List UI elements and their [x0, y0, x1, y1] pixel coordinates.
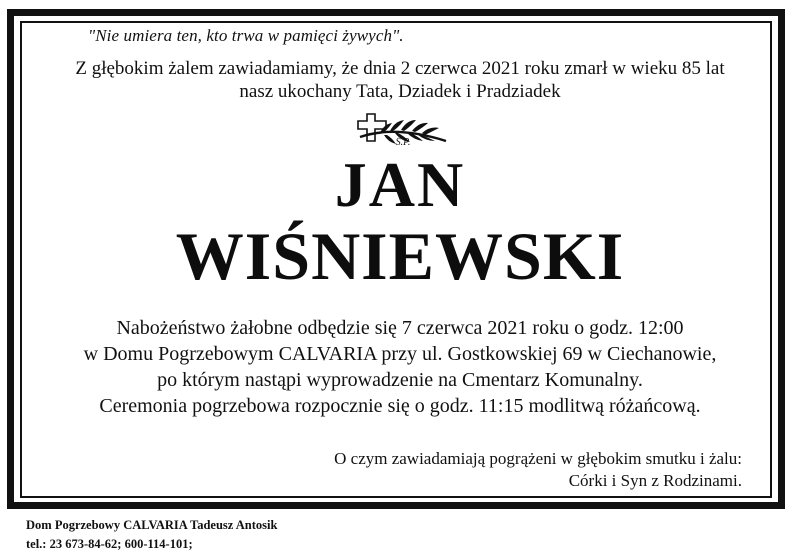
announcement-line-2: nasz ukochany Tata, Dziadek i Pradziadek — [239, 81, 561, 102]
mourners-signature: Córki i Syn z Rodzinami. — [568, 471, 742, 490]
service-info-line-1: Nabożeństwo żałobne odbędzie się 7 czerwca 2021 roku o godz. 12:00 — [116, 317, 684, 339]
deceased-first-name: JAN — [334, 149, 466, 220]
funeral-home-name: Dom Pogrzebowy CALVARIA Tadeusz Antosik — [26, 518, 278, 532]
funeral-home-phone: tel.: 23 673-84-62; 600-114-101; — [26, 537, 193, 551]
service-info-line-2: w Domu Pogrzebowym CALVARIA przy ul. Gostkowskiej 69 w Ciechanowie, — [83, 343, 717, 365]
deceased-last-name: WIŚNIEWSKI — [175, 218, 625, 294]
sp-label: Ś.P. — [395, 137, 411, 148]
service-info-line-3: po którym nastąpi wyprowadzenie na Cmentarz Komunalny. — [157, 369, 643, 391]
motto-quote: "Nie umiera ten, kto trwa w pamięci żywych". — [88, 26, 404, 45]
service-info-line-4: Ceremonia pogrzebowa rozpocznie się o godz. 11:15 modlitwą różańcową. — [99, 395, 701, 417]
announcement-line-1: Z głębokim żalem zawiadamiamy, że dnia 2 czerwca 2021 roku zmarł w wieku 85 lat — [75, 58, 725, 79]
closing-line-1: O czym zawiadamiają pogrążeni w głębokim smutku i żalu: — [334, 449, 742, 468]
